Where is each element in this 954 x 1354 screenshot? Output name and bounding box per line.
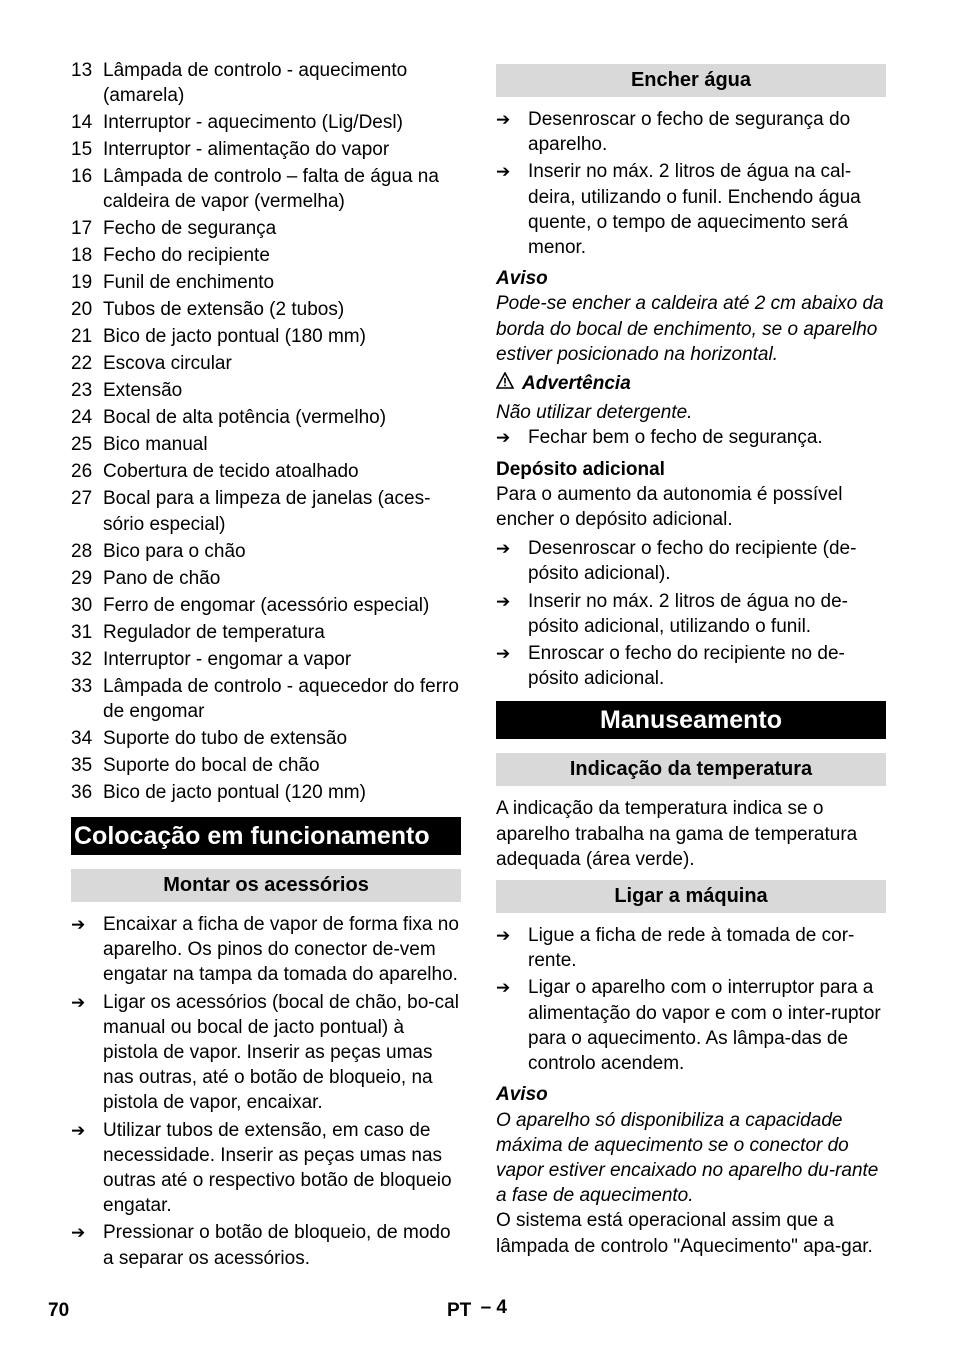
list-item	[71, 405, 461, 430]
item-text: Bocal de alta potência (vermelho)	[103, 407, 387, 429]
item-text: Pano de chão	[103, 567, 221, 589]
left-column	[71, 58, 461, 1273]
list-item	[71, 459, 461, 484]
extra-tank-text: Para o aumento da autonomia é possível encher o depósito adicional.	[496, 483, 843, 531]
arrow-icon: ➔	[496, 110, 511, 129]
list-item: ➔ Inserir no máx. 2 litros de água na cal-deira, utilizando o funil. Enchendo água quente, o tempo de aquecimento será menor.	[496, 159, 886, 260]
list-item	[71, 566, 461, 591]
list-item	[71, 539, 461, 564]
item-number: 30	[71, 594, 93, 616]
item-text: Extensão	[103, 380, 183, 402]
subsection-title-fill-water: Encher água	[496, 64, 886, 97]
item-number: 19	[71, 272, 93, 294]
list-item	[71, 216, 461, 241]
note-text: O aparelho só disponibiliza a capacidade máxima de aquecimento se o conector do vapor estiver encaixado no aparelho du-rante a fase de aquecimento.	[496, 1109, 879, 1207]
item-number: 35	[71, 754, 93, 776]
list-item: ➔ Ligar o aparelho com o interruptor para a alimentação do vapor e com o inter-ruptor para o aquecimento. As lâmpa-das de controlo acendem.	[496, 975, 886, 1076]
list-item	[71, 270, 461, 295]
arrow-icon: ➔	[71, 1120, 86, 1140]
mount-bullets	[71, 912, 461, 1271]
item-number: 18	[71, 245, 93, 267]
section-title-commissioning: Colocação em funcionamento	[71, 817, 461, 855]
item-number: 23	[71, 380, 93, 402]
item-text: Suporte do bocal de chão	[103, 754, 320, 776]
right-column	[496, 64, 886, 1259]
arrow-icon: ➔	[496, 926, 511, 946]
note-title: Aviso	[496, 1084, 548, 1106]
list-item: ➔ Encaixar a ficha de vapor de forma fixa no aparelho. Os pinos do conector de-vem engatar na tampa da tomada do aparelho.	[71, 912, 461, 988]
item-number: 34	[71, 727, 93, 749]
list-item	[71, 351, 461, 376]
list-item: ➔ Utilizar tubos de extensão, em caso de necessidade. Inserir as peças umas nas outras até o respectivo botão de bloqueio engatar.	[71, 1118, 461, 1219]
warning-title: Advertência	[496, 371, 886, 396]
list-item: ➔ Inserir no máx. 2 litros de água no de-pósito adicional, utilizando o funil.	[496, 589, 886, 639]
subsection-title-mount-accessories: Montar os acessórios	[71, 869, 461, 902]
footer-language: PT – 4	[447, 1297, 507, 1321]
item-text: Cobertura de tecido atoalhado	[103, 461, 359, 483]
item-number: 13	[71, 60, 93, 81]
subsection-title-start-machine: Ligar a máquina	[496, 880, 886, 913]
item-text: Escova circular	[103, 353, 232, 375]
item-number: 29	[71, 567, 93, 589]
note-title: Aviso	[496, 268, 548, 290]
item-text: Tubos de extensão (2 tubos)	[103, 299, 345, 321]
list-item	[71, 726, 461, 751]
list-item: ➔ Ligue a ficha de rede à tomada de cor-rente.	[496, 923, 886, 973]
list-item	[71, 753, 461, 778]
temperature-text: A indicação da temperatura indica se o aparelho trabalha na gama de temperatura adequada (área verde).	[496, 798, 858, 870]
list-item: ➔ Fechar bem o fecho de segurança.	[496, 425, 886, 450]
item-number: 27	[71, 488, 93, 510]
subsection-title-temperature: Indicação da temperatura	[496, 753, 886, 786]
item-text: Lâmpada de controlo – falta de água na caldeira de vapor (vermelha)	[103, 166, 439, 213]
item-text: Bico para o chão	[103, 540, 246, 562]
list-item	[71, 297, 461, 322]
extra-tank-title: Depósito adicional	[496, 458, 665, 480]
item-number: 28	[71, 540, 93, 562]
arrow-icon: ➔	[71, 915, 86, 935]
list-item	[71, 110, 461, 135]
list-item	[71, 486, 461, 536]
item-text: Fecho do recipiente	[103, 245, 270, 267]
item-number: 25	[71, 434, 93, 456]
item-number: 32	[71, 648, 93, 670]
arrow-icon: ➔	[496, 539, 511, 559]
arrow-icon: ➔	[496, 591, 511, 611]
item-text: Regulador de temperatura	[103, 621, 325, 643]
list-item: ➔ Pressionar o botão de bloqueio, de modo a separar os acessórios.	[71, 1220, 461, 1270]
list-item	[71, 378, 461, 403]
item-number: 17	[71, 218, 93, 240]
item-text: Lâmpada de controlo - aquecimento (amarela)	[103, 60, 408, 107]
arrow-icon: ➔	[496, 978, 511, 998]
item-text: Bico manual	[103, 434, 208, 456]
item-text: Interruptor - alimentação do vapor	[103, 139, 390, 161]
arrow-icon: ➔	[71, 1223, 86, 1243]
list-item	[71, 780, 461, 805]
list-item	[71, 620, 461, 645]
arrow-icon: ➔	[496, 162, 511, 182]
list-item	[71, 324, 461, 349]
item-number: 15	[71, 139, 93, 161]
page-number: 70	[48, 1300, 70, 1321]
item-number: 20	[71, 299, 93, 321]
list-item	[71, 647, 461, 672]
item-text: Lâmpada de controlo - aquecedor do ferro de engomar	[103, 675, 459, 722]
warning-text: Não utilizar detergente.	[496, 402, 693, 424]
list-item: ➔ Desenroscar o fecho de segurança do aparelho.	[496, 107, 886, 157]
list-item	[71, 137, 461, 162]
item-text: Suporte do tubo de extensão	[103, 727, 348, 749]
item-number: 21	[71, 326, 93, 348]
warning-triangle-icon	[496, 371, 522, 396]
item-number: 14	[71, 112, 93, 134]
item-text: Bico de jacto pontual (180 mm)	[103, 326, 366, 348]
section-title-operation: Manuseamento	[496, 701, 886, 739]
item-text: Funil de enchimento	[103, 272, 275, 294]
item-text: Fecho de segurança	[103, 218, 277, 240]
item-number: 31	[71, 621, 93, 643]
item-text: Bocal para a limpeza de janelas (aces-sório especial)	[103, 488, 431, 535]
list-item	[71, 164, 461, 214]
item-text: Bico de jacto pontual (120 mm)	[103, 781, 366, 803]
item-text: Ferro de engomar (acessório especial)	[103, 594, 430, 616]
note-text: Pode-se encher a caldeira até 2 cm abaixo da borda do bocal de enchimento, se o aparelho estiver posicionado na horizontal.	[496, 293, 884, 365]
final-text: O sistema está operacional assim que a lâmpada de controlo "Aquecimento" apa-gar.	[496, 1210, 873, 1257]
item-number: 22	[71, 353, 93, 375]
arrow-icon: ➔	[496, 644, 511, 664]
item-number: 36	[71, 781, 93, 803]
item-number: 33	[71, 675, 93, 697]
list-item	[71, 593, 461, 618]
list-item	[71, 674, 461, 724]
item-text: Interruptor - engomar a vapor	[103, 648, 352, 670]
list-item	[71, 432, 461, 457]
list-item	[71, 243, 461, 268]
list-item: ➔ Ligar os acessórios (bocal de chão, bo-cal manual ou bocal de jacto pontual) à pistola de vapor. Inserir as peças umas nas outras, até o botão de bloqueio, na pistola de vapor, encaixar.	[71, 990, 461, 1116]
arrow-icon: ➔	[496, 428, 511, 448]
list-item	[71, 58, 461, 108]
arrow-icon: ➔	[71, 992, 86, 1012]
item-number: 24	[71, 407, 93, 429]
item-number: 26	[71, 461, 93, 483]
item-number: 16	[71, 166, 93, 188]
list-item: ➔ Desenroscar o fecho do recipiente (de-pósito adicional).	[496, 536, 886, 586]
list-item: ➔ Enroscar o fecho do recipiente no de-pósito adicional.	[496, 641, 886, 691]
item-text: Interruptor - aquecimento (Lig/Desl)	[103, 112, 403, 134]
parts-list	[71, 58, 461, 805]
